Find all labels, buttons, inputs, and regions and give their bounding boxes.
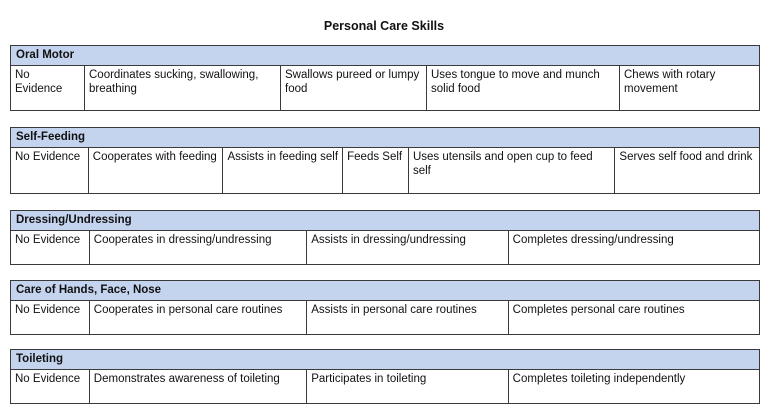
skill-cell: Cooperates in dressing/undressing — [90, 231, 307, 264]
skill-cell: Cooperates in personal care routines — [90, 301, 307, 334]
section-dressing-undressing — [10, 210, 760, 265]
skill-cell: Completes personal care routines — [512, 304, 685, 316]
skill-cell: Assists in personal care routines — [307, 301, 508, 334]
skill-cell: No Evidence — [11, 370, 90, 403]
skill-row — [10, 148, 760, 194]
skill-cell: Assists in dressing/undressing — [307, 231, 508, 264]
section-heading: Care of Hands, Face, Nose — [10, 280, 760, 301]
skill-cell: Uses tongue to move and munch solid food — [427, 66, 620, 110]
skill-row — [10, 301, 760, 335]
skill-cell: No Evidence — [11, 148, 89, 193]
skill-cell: Chews with rotary movement — [624, 69, 716, 95]
skill-cell: Coordinates sucking, swallowing, breathing — [85, 66, 281, 110]
skill-cell: Cooperates with feeding — [89, 148, 224, 193]
skill-cell: No Evidence — [11, 301, 90, 334]
section-toileting — [10, 349, 760, 404]
section-heading: Self-Feeding — [10, 127, 760, 148]
skill-row — [10, 231, 760, 265]
section-heading: Oral Motor — [10, 45, 760, 66]
skill-cell: No Evidence — [11, 66, 85, 110]
skill-row — [10, 370, 760, 404]
skill-cell: Assists in feeding self — [223, 148, 343, 193]
page-title: Personal Care Skills — [323, 19, 445, 33]
skill-cell: No Evidence — [11, 231, 90, 264]
section-self-feeding — [10, 127, 760, 194]
skill-cell: Uses utensils and open cup to feed self — [409, 148, 615, 193]
section-care-of-hands-face-nose — [10, 280, 760, 335]
skill-cell: Feeds Self — [343, 148, 409, 193]
skill-cell: Demonstrates awareness of toileting — [90, 370, 307, 403]
section-heading: Toileting — [10, 349, 760, 370]
skill-cell: Completes dressing/undressing — [512, 234, 674, 246]
skill-row — [10, 66, 760, 111]
skill-cell: Serves self food and drink — [619, 151, 753, 163]
skill-cell: Participates in toileting — [307, 370, 508, 403]
section-oral-motor — [10, 45, 760, 111]
section-heading: Dressing/Undressing — [10, 210, 760, 231]
skill-cell: Completes toileting independently — [512, 373, 686, 385]
skill-cell: Swallows pureed or lumpy food — [281, 66, 427, 110]
